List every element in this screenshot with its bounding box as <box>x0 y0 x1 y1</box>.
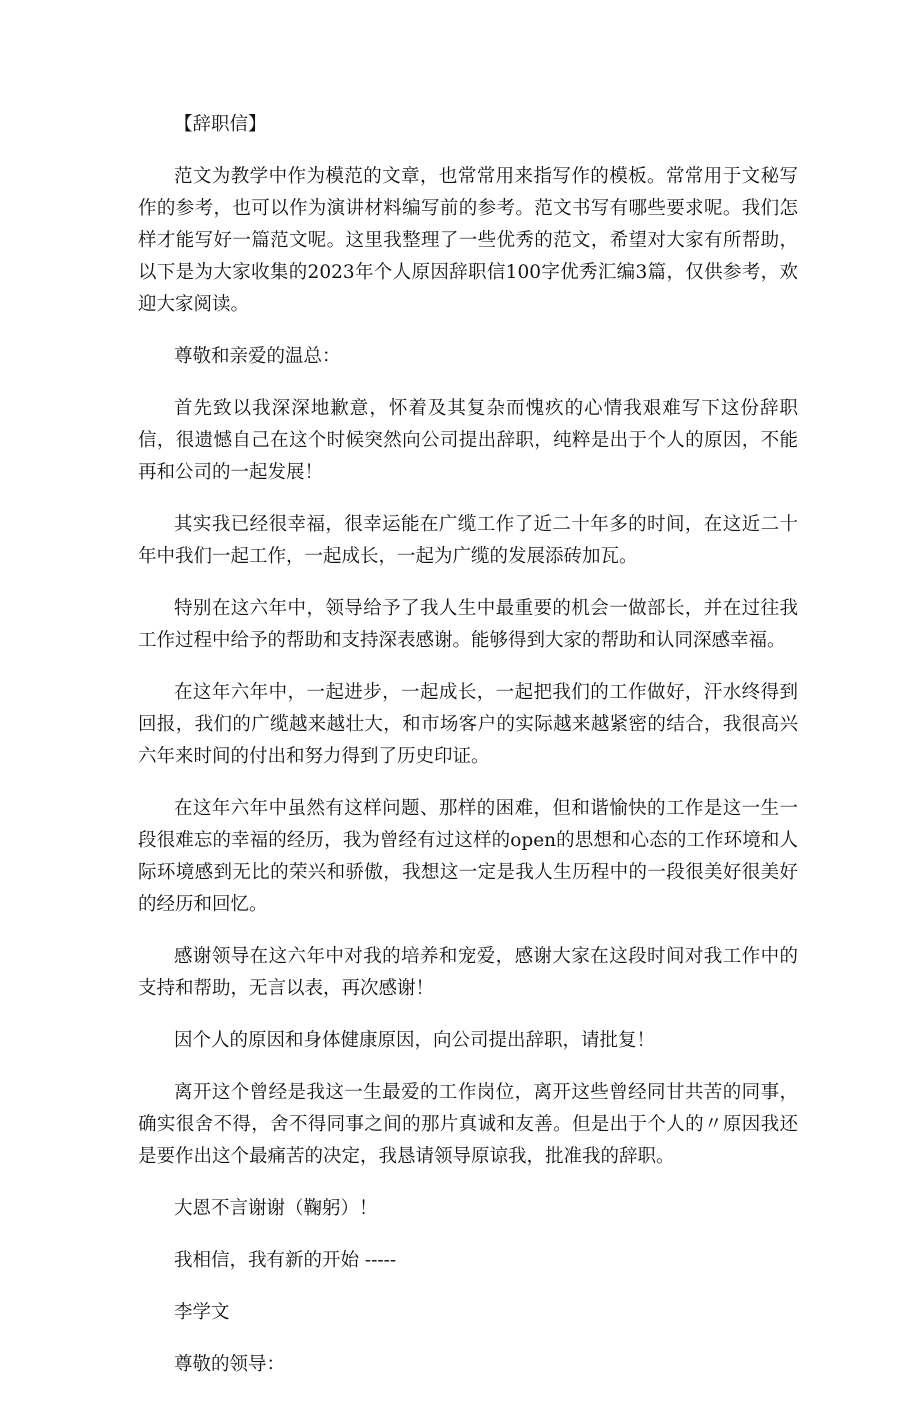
paragraph-bow: 大恩不言谢谢（鞠躬）！ <box>174 1198 378 1219</box>
paragraph-leaving: 离开这个曾经是我这一生最爱的工作岗位，离开这些曾经同甘共苦的同事，确实很舍不得，舍不得同事之间的那片真诚和友善。但是出于个人的〃原因我还是要作出这个最痛苦的决定，我恳请领导原谅我，批准我的辞职。 <box>138 1082 798 1167</box>
paragraph-six-years: 特别在这六年中，领导给予了我人生中最重要的机会一做部长，并在过往我工作过程中给予的帮助和支持深表感谢。能够得到大家的帮助和认同深感幸福。 <box>138 598 798 651</box>
paragraph-apology: 首先致以我深深地歉意，怀着及其复杂而愧疚的心情我艰难写下这份辞职信，很遗憾自己在这个时候突然向公司提出辞职，纯粹是出于个人的原因，不能再和公司的一起发展！ <box>138 398 798 483</box>
paragraph-intro: 范文为教学中作为模范的文章，也常常用来指写作的模板。常常用于文秘写作的参考，也可以作为演讲材料编写前的参考。范文书写有哪些要求呢。我们怎样才能写好一篇范文呢。这里我整理了一些优秀的范文，希望对大家有所帮助，以下是为大家收集的2023年个人原因辞职信100字优秀汇编3篇，仅供参考，欢迎大家阅读。 <box>138 166 798 315</box>
paragraph-resignation-reason: 因个人的原因和身体健康原因，向公司提出辞职，请批复！ <box>174 1030 656 1051</box>
signature-name: 李学文 <box>174 1302 230 1323</box>
paragraph-gratitude-years: 其实我已经很幸福，很幸运能在广缆工作了近二十年多的时间，在这近二十年中我们一起工作，一起成长，一起为广缆的发展添砖加瓦。 <box>138 514 798 567</box>
letter-body <box>138 109 798 1401</box>
paragraph-new-start: 我相信，我有新的开始 ----- <box>174 1250 397 1271</box>
paragraph-progress: 在这年六年中，一起进步，一起成长，一起把我们的工作做好，汗水终得到回报，我们的广缆越来越壮大，和市场客户的实际越来越紧密的结合，我很高兴六年来时间的付出和努力得到了历史印证。 <box>138 682 798 767</box>
paragraph-thanks: 感谢领导在这六年中对我的培养和宠爱，感谢大家在这段时间对我工作中的支持和帮助，无言以表，再次感谢！ <box>138 946 798 999</box>
paragraph-salutation: 尊敬和亲爱的温总： <box>174 346 341 367</box>
paragraph-next-salutation: 尊敬的领导： <box>174 1354 286 1375</box>
paragraph-experience: 在这年六年中虽然有这样问题、那样的困难，但和谐愉快的工作是这一生一段很难忘的幸福的经历，我为曾经有过这样的open的思想和心态的工作环境和人际环境感到无比的荣兴和骄傲，我想这一定是我人生历程中的一段很美好很美好的经历和回忆。 <box>138 798 798 915</box>
document-title: 【辞职信】 <box>174 114 267 135</box>
